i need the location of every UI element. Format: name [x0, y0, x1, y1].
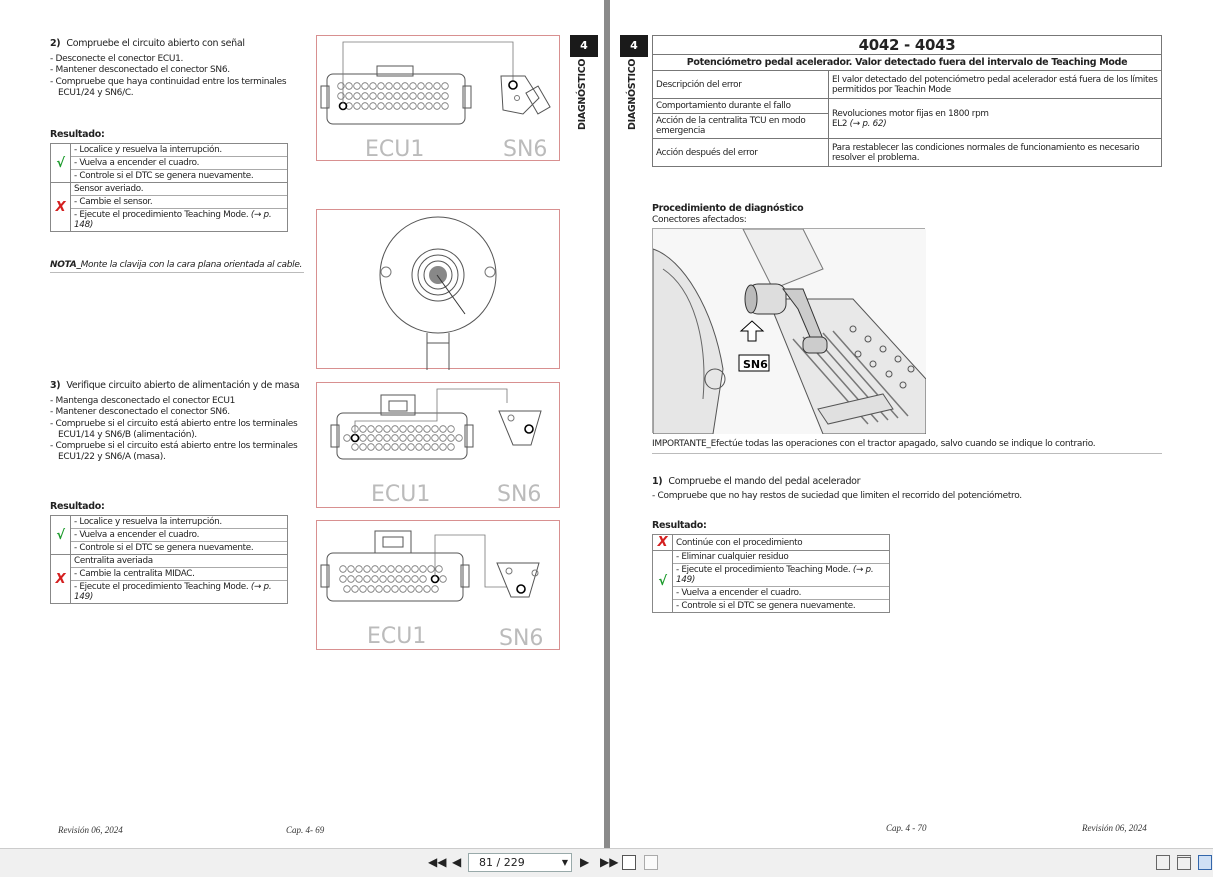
ko-mark: X [653, 535, 673, 551]
step2-result-label: Resultado: [50, 129, 105, 140]
right-page [610, 0, 1213, 848]
step2-result-table: √ - Localice y resuelva la interrupción. - Vuelva a encender el cuadro. - Controle si el DTC se genera nuevamente. X Sensor averiado. - Cambie el sensor. - Ejecute el procedimiento Teaching Mode. (→ p. 148) [50, 143, 288, 232]
ok-mark: √ [51, 144, 71, 183]
step3-result-table: √ - Localice y resuelva la interrupción. - Vuelva a encender el cuadro. - Controle si el DTC se genera nuevamente. X Centralita averiada - Cambie la centralita MIDAC. - Ejecute el procedimiento Teaching Mode. (→ p. 149) [50, 515, 288, 604]
page-ref-link[interactable]: (→ p. 148) [74, 210, 272, 230]
connector-diagram [317, 36, 561, 162]
important-note: IMPORTANTE_Efectúe todas las operaciones con el tractor apagado, salvo cuando se indique lo contrario. [652, 439, 1162, 454]
single-page-icon[interactable] [1156, 855, 1170, 870]
svg-text:SN6: SN6 [499, 626, 544, 651]
procedure-subtitle: Conectores afectados: [652, 215, 747, 225]
left-page [0, 0, 604, 848]
ok-mark: √ [51, 516, 71, 555]
first-page-icon[interactable]: ◀◀ [428, 855, 447, 869]
figure-ecu1-sn6-ground [316, 520, 560, 650]
figure-ecu1-sn6-signal [316, 35, 560, 161]
page-ref-link[interactable]: (→ p. 62) [849, 118, 887, 129]
figure-sensor [316, 209, 560, 369]
error-subtitle: Potenciómetro pedal acelerador. Valor detectado fuera del intervalo de Teaching Mode [653, 55, 1162, 71]
ko-mark: X [51, 555, 71, 604]
page-number-input[interactable]: 81 / 229 ▼ [468, 853, 572, 872]
prev-page-icon[interactable]: ◀ [452, 855, 462, 869]
chapter-number-tab: 4 [570, 35, 598, 57]
page-ref-link[interactable]: (→ p. 149) [676, 565, 874, 585]
ok-mark: √ [653, 551, 673, 613]
step2-bullets: - Desconecte el conector ECU1. - Mantener desconectado el conector SN6. - Compruebe que haya continuidad entre los terminales ECU1/24 y SN6/C. [50, 54, 287, 98]
footer-page: Cap. 4- 69 [286, 825, 325, 835]
error-table: 4042 - 4043 Potenciómetro pedal acelerador. Valor detectado fuera del intervalo de Teaching Mode Descripción del error El valor detectado del potenciómetro pedal acelerador está fuera de los límites permitidos por Teachin Mode Comportamiento durante el fallo Revoluciones motor fijas en 1800 rpm EL2 (→ p. 62) Acción de la centralita TCU en modo emergencia Acción después del error Para restablecer las condiciones normales de funcionamiento es necesario resolver el problema. [652, 35, 1162, 167]
chevron-down-icon[interactable]: ▼ [561, 858, 568, 867]
connector-location-photo [652, 228, 925, 433]
svg-text:SN6: SN6 [497, 482, 542, 507]
svg-text:ECU1: ECU1 [367, 624, 427, 649]
continuous-page-icon[interactable] [1177, 855, 1191, 870]
step1-result-label: Resultado: [652, 520, 707, 531]
previous-view-icon[interactable] [622, 855, 636, 870]
pdf-navigation-bar [0, 848, 1213, 877]
step3-bullets: - Mantenga desconectado el conector ECU1 - Mantener desconectado el conector SN6. - Compruebe si el circuito está abierto entre los terminales ECU1/14 y SN6/B (alimentación). - Compruebe si el circuito está abierto entre los terminales ECU1/22 y SN6/A (masa). [50, 396, 298, 463]
svg-text:ECU1: ECU1 [365, 137, 425, 162]
step1-bullet: - Compruebe que no hay restos de suciedad que limiten el recorrido del potenciómetro. [652, 491, 1022, 501]
page-ref-link[interactable]: (→ p. 149) [74, 582, 272, 602]
next-page-icon[interactable]: ▶ [580, 855, 590, 869]
step1-title: 1) Compruebe el mando del pedal acelerador [652, 476, 861, 487]
svg-text:SN6: SN6 [503, 137, 548, 162]
svg-text:ECU1: ECU1 [371, 482, 431, 507]
sn6-callout: SN6 [743, 358, 768, 371]
footer-page: Cap. 4 - 70 [886, 823, 927, 833]
chapter-number-tab: 4 [620, 35, 648, 57]
two-page-view-icon[interactable] [1198, 855, 1212, 870]
step3-title: 3) Verifique circuito abierto de alimentación y de masa [50, 380, 300, 391]
error-code: 4042 - 4043 [653, 36, 1162, 55]
figure-ecu1-sn6-power [316, 382, 560, 508]
note: NOTA_Monte la clavija con la cara plana orientada al cable. [50, 260, 304, 273]
chapter-name-vertical: DIAGNÓSTICO [577, 58, 588, 130]
step3-result-label: Resultado: [50, 501, 105, 512]
ko-mark: X [51, 183, 71, 232]
procedure-title: Procedimiento de diagnóstico [652, 203, 804, 214]
last-page-icon[interactable]: ▶▶ [600, 855, 619, 869]
footer-revision: Revisión 06, 2024 [1082, 823, 1147, 833]
step1-result-table: X Continúe con el procedimiento √ - Eliminar cualquier residuo - Ejecute el procedimiento Teaching Mode. (→ p. 149) - Vuelva a encender el cuadro. - Controle si el DTC se genera nuevamente. [652, 534, 890, 613]
chapter-name-vertical: DIAGNÓSTICO [627, 58, 638, 130]
next-view-icon[interactable] [644, 855, 658, 870]
footer-revision: Revisión 06, 2024 [58, 825, 123, 835]
step2-title: 2) Compruebe el circuito abierto con señal [50, 38, 245, 49]
